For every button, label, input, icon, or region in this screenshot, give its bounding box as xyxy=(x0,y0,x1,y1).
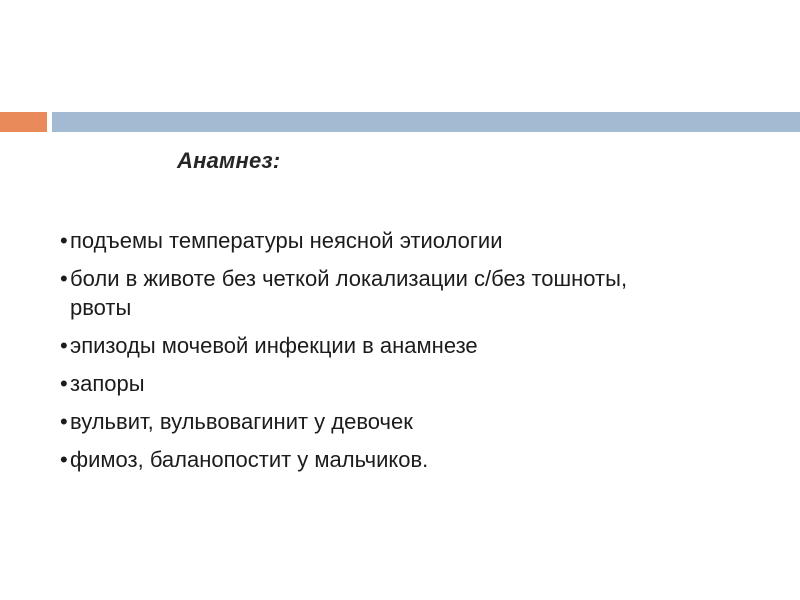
bullet-text-continuation: рвоты xyxy=(70,295,132,320)
bullet-text: запоры xyxy=(70,371,145,396)
bullet-text: боли в животе без четкой локализации с/без тошноты, xyxy=(70,266,628,291)
bullet-item xyxy=(60,445,780,474)
bullet-marker: • xyxy=(60,409,68,434)
bullet-marker: • xyxy=(60,447,68,472)
bullet-text: эпизоды мочевой инфекции в анамнезе xyxy=(70,333,478,358)
bullet-marker: • xyxy=(60,371,68,396)
bullet-marker: • xyxy=(60,333,68,358)
bullet-item xyxy=(60,369,780,398)
bullet-marker: • xyxy=(60,266,68,291)
accent-bar-orange xyxy=(0,112,47,132)
slide-title: Анамнез: xyxy=(177,148,281,173)
bullet-text: подъемы температуры неясной этиологии xyxy=(70,228,503,253)
bullet-text: фимоз, баланопостит у мальчиков. xyxy=(70,447,429,472)
bullet-item xyxy=(60,226,780,255)
bullet-item xyxy=(60,264,780,322)
accent-bar-blue xyxy=(52,112,800,132)
bullet-item xyxy=(60,331,780,360)
bullet-text: вульвит, вульвовагинит у девочек xyxy=(70,409,413,434)
bullet-item xyxy=(60,407,780,436)
bullet-list xyxy=(60,226,780,483)
bullet-marker: • xyxy=(60,228,68,253)
